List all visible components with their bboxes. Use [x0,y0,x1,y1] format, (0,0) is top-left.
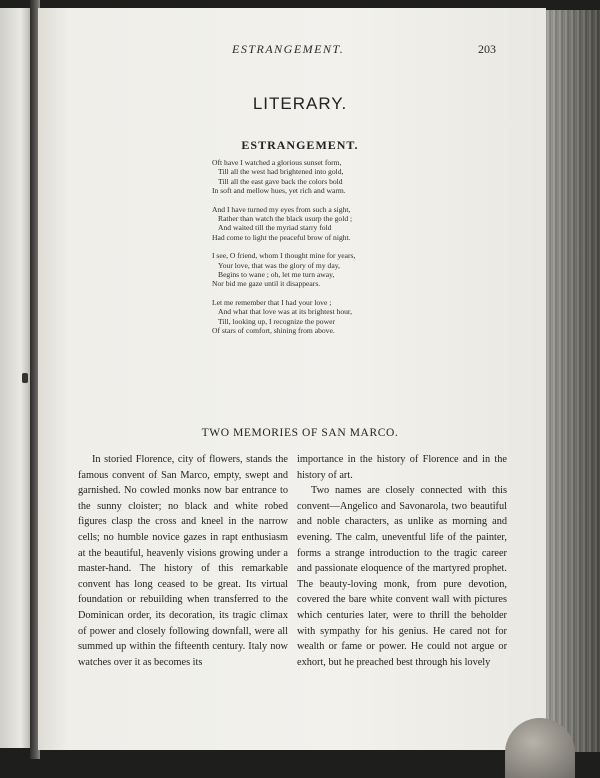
essay-paragraph: Two names are closely connected with this convent—Angelico and Savonarola, two beautiful and noble characters, as unlike as morning and evening. The calm, uneventful life of the painter, forms a strange introduction to the tragic career and passionate eloquence of the martyred prophet. The beauty-loving monk, from pure devotion, covered the bare white convent wall with pictures which centuries later, were to thrill the beholder with sympathy for his genius. He cared not for wealth or fame or power. He could not argue or exhort, but he preached best through his lovely [297,485,507,668]
poem-line: Had come to light the peaceful brow of night. [212,232,351,242]
essay-left-column [78,452,288,670]
essay-right-column [297,452,507,670]
running-title: ESTRANGEMENT. [232,42,345,56]
facing-page-edge [0,8,30,748]
poem-line: Begins to wane ; oh, let me turn away, [218,270,335,280]
poem-line: In soft and mellow hues, yet rich and warm. [212,186,346,196]
poem-stanza [212,298,355,336]
essay-title: TWO MEMORIES OF SAN MARCO. [201,427,399,439]
poem-line: Till all the east gave back the colors bold [218,176,343,186]
poem-line: Of stars of comfort, shining from above. [212,326,335,336]
poem-stanza [212,205,355,243]
poem-line: Till all the west had brightened into gold, [218,167,344,177]
section-title: LITERARY. [252,94,348,113]
poem-line: Rather than watch the black usurp the gold ; [218,214,353,224]
poem-title: ESTRANGEMENT. [241,138,359,152]
poem-line: Your love, that was the glory of my day, [218,260,340,270]
poem-line: Nor bid me gaze until it disappears. [212,279,321,289]
poem-line: Oft have I watched a glorious sunset form, [212,158,342,167]
poem-line: And I have turned my eyes from such a sight, [212,204,351,214]
poem-line: Let me remember that I had your love ; [212,297,332,307]
essay-paragraph: In storied Florence, city of flowers, stands the famous convent of San Marco, empty, swept and garnished. No cowled monks now bar entrance to the sunny cloister; no black and white robed figures clasp the cross and kneel in the narrow cells; no humble novice gazes in rapt enthusiasm at the beautiful, heavenly visions growing under a master-hand. The history of this remarkable convent has long ceased to be great. Its virtual foundation or rebuilding when transferred to the Dominican order, its decoration, its tragic climax of power and closely following downfall, were all summed up within the fifteenth century. Italy now watches over it as becomes its [78,454,288,668]
poem-line: Till, looking up, I recognize the power [218,316,335,326]
poem-stanza [212,158,355,196]
poem-line: I see, O friend, whom I thought mine for years, [212,251,356,261]
poem-line: And what that love was at its brightest hour, [218,307,353,317]
page-edges-shading [546,10,600,752]
page-number: 203 [478,42,496,56]
page-mark [22,373,28,383]
poem-stanza [212,251,355,289]
essay-paragraph-continuation: importance in the history of Florence and in the history of art. [297,454,507,481]
poem-line: And waited till the myriad starry fold [218,223,332,233]
poem-body [212,158,355,345]
